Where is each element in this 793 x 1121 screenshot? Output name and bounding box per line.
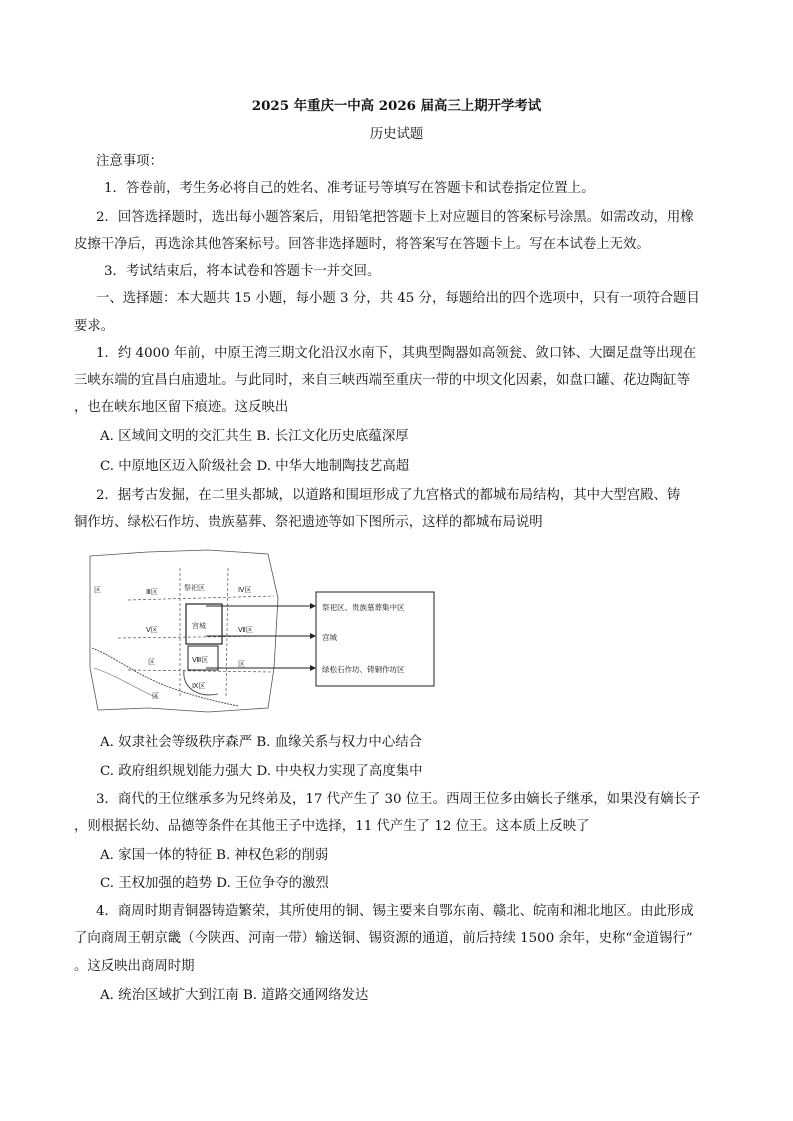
question-3-options-cd: C. 王权加强的趋势 D. 王位争夺的激烈 — [100, 876, 329, 891]
question-3-line-2: ，则根据长幼、品德等条件在其他王子中选择，11 代产生了 12 位王。这本质上反映了 — [74, 819, 590, 834]
map-label: Ⅲ区 — [146, 588, 158, 596]
question-2-options-cd: C. 政府组织规划能力强大 D. 中央权力实现了高度集中 — [100, 764, 423, 779]
map-label: Ⅷ区 — [192, 656, 209, 664]
legend-text-1: 祭祀区、贵族墓葬集中区 — [322, 603, 405, 612]
question-1-line-1: 1．约 4000 年前，中原王湾三期文化沿汉水南下，其典型陶器如高领瓮、敛口钵、大圈足盘等出现在 — [96, 346, 697, 361]
question-4-options-ab: A. 统治区域扩大到江南 B. 道路交通网络发达 — [100, 988, 369, 1003]
question-1-line-3: ，也在峡东地区留下痕迹。这反映出 — [74, 400, 289, 415]
question-4-line-3: 。这反映出商周时期 — [74, 959, 195, 974]
map-label: 区 — [148, 658, 155, 666]
question-3-line-1: 3．商代的王位继承多为兄终弟及，17 代产生了 30 位王。西周王位多由嫡长子继承，如果没有嫡长子 — [96, 792, 701, 807]
exam-title: 2025 年重庆一中高 2026 届高三上期开学考试 — [251, 98, 542, 114]
question-1-options-ab: A. 区域间文明的交汇共生 B. 长江文化历史底蕴深厚 — [100, 429, 409, 444]
question-4-line-2: 了向商周王朝京畿（今陕西、河南一带）输送铜、锡资源的通道，前后持续 1500 余年，史称“金道锡行” — [74, 931, 693, 946]
question-2-options-ab: A. 奴隶社会等级秩序森严 B. 血缘关系与权力中心结合 — [100, 735, 422, 750]
notes-item-2-line-1: 2．回答选择题时，选出每小题答案后，用铅笔把答题卡上对应题目的答案标号涂黑。如需改动，用橡 — [96, 210, 694, 225]
section-heading-line-2: 要求。 — [74, 319, 115, 334]
map-label: 祭祀区 — [184, 584, 205, 592]
question-2-line-1: 2．据考古发掘，在二里头都城，以道路和围垣形成了九宫格式的都城布局结构，其中大型宫殿、铸 — [96, 488, 681, 503]
notes-item-3: 3．考试结束后，将本试卷和答题卡一并交回。 — [104, 264, 381, 279]
map-label: 区 — [94, 586, 101, 594]
map-label: 区 — [238, 660, 245, 668]
question-4-line-1: 4．商周时期青铜器铸造繁荣，其所使用的铜、锡主要来自鄂东南、赣北、皖南和湘北地区。由此形成 — [96, 904, 694, 919]
legend-text-2: 宫城 — [322, 633, 337, 642]
map-label: Ⅴ区 — [146, 626, 158, 634]
notes-item-2-line-2: 皮擦干净后，再选涂其他答案标号。回答非选择题时，将答案写在答题卡上。写在本试卷上无效。 — [74, 237, 650, 252]
map-label: Ⅳ区 — [238, 586, 252, 594]
notes-heading: 注意事项： — [96, 154, 163, 169]
notes-item-1: 1．答卷前，考生务必将自己的姓名、准考证号等填写在答题卡和试卷指定位置上。 — [104, 181, 595, 196]
section-heading-line-1: 一、选择题：本大题共 15 小题，每小题 3 分，共 45 分，每题给出的四个选项中，只有一项符合题目 — [96, 291, 700, 306]
question-2-line-2: 铜作坊、绿松石作坊、贵族墓葬、祭祀遗迹等如下图所示，这样的都城布局说明 — [74, 515, 543, 530]
map-label: 区 — [152, 692, 159, 700]
legend-text-3: 绿松石作坊、铸铜作坊区 — [322, 665, 405, 674]
question-1-line-2: 三峡东端的宜昌白庙遗址。与此同时，来自三峡西端至重庆一带的中坝文化因素，如盘口罐、花边陶缸等 — [74, 373, 690, 388]
question-1-options-cd: C. 中原地区迈入阶级社会 D. 中华大地制陶技艺高超 — [100, 459, 410, 474]
map-label: Ⅸ区 — [192, 682, 206, 690]
erlitou-map-svg — [88, 548, 440, 718]
erlitou-layout-figure — [88, 548, 440, 718]
question-3-options-ab: A. 家国一体的特征 B. 神权色彩的削弱 — [100, 848, 329, 863]
map-label: Ⅶ区 — [238, 626, 253, 634]
exam-subtitle: 历史试题 — [369, 127, 424, 142]
map-label: 宫城 — [192, 622, 206, 630]
